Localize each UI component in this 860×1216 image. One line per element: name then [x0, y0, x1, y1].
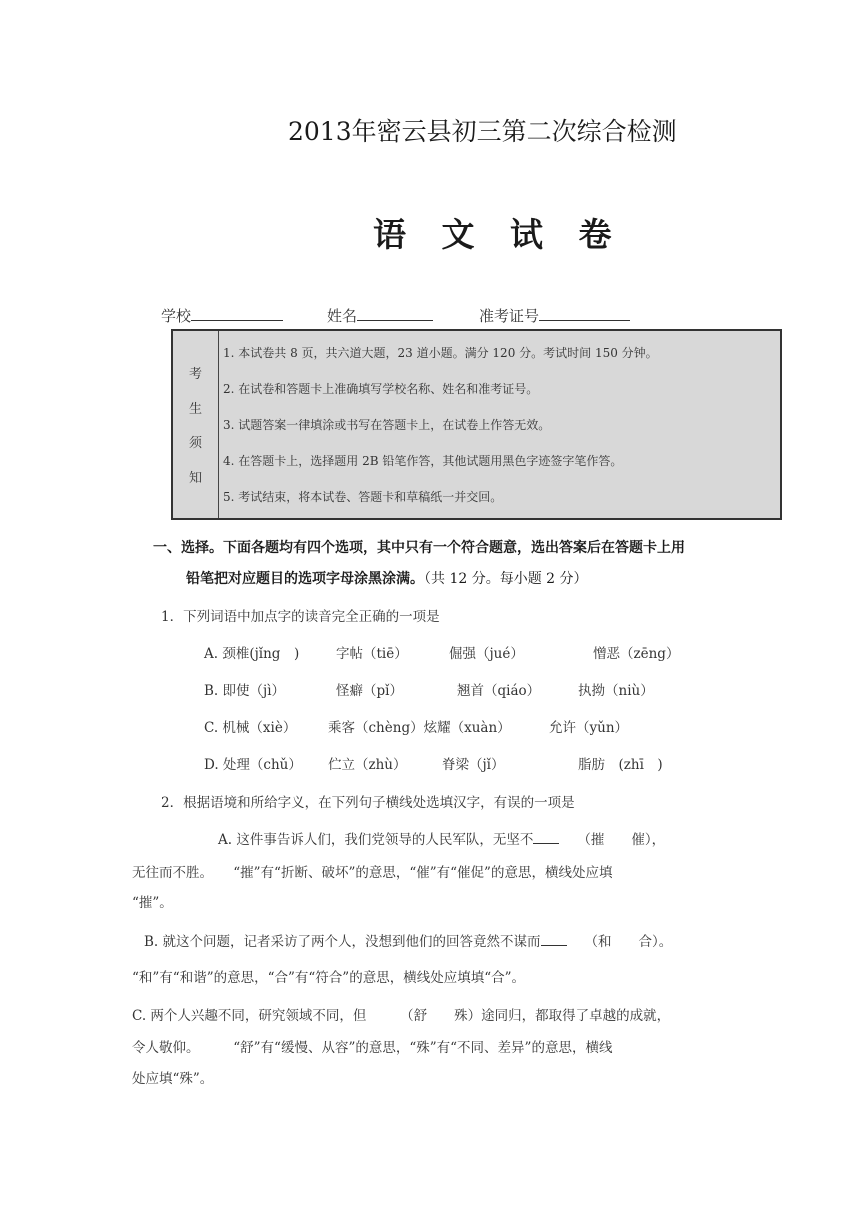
school-label: 学校 [161, 307, 192, 325]
q1-option-c-2: 乘客（chèng）炫耀（xuàn） [328, 720, 511, 736]
answer-blank [541, 933, 567, 946]
q2-option-a-line2: 无往而不胜。 “摧”有“折断、破坏”的意思，“催”有“催促”的意思，横线处应填 [132, 865, 613, 881]
q2-option-b-line2: “和”有“和谐”的意思，“合”有“符合”的意思，横线处应填填“合”。 [132, 970, 526, 986]
q1-option-c-3: 允许（yǔn） [549, 720, 629, 736]
q2-option-a-line3: “摧”。 [132, 895, 173, 911]
q2-option-b-choices: （和 合）。 [584, 934, 673, 950]
notice-items [219, 331, 780, 518]
section1-score-note: （共 12 分。每小题 2 分） [424, 571, 588, 587]
notice-item: 1. 本试卷共 8 页，共六道大题，23 道小题。满分 120 分。考试时间 150 分钟。 [223, 346, 658, 361]
notice-item: 5. 考试结束，将本试卷、答题卡和草稿纸一并交回。 [223, 489, 503, 504]
q1-option-d-4: 脂肪 (zhī ) [578, 757, 663, 773]
q1-option-a-2: 字帖（tiē） [336, 646, 408, 662]
notice-item: 2. 在试卷和答题卡上准确填写学校名称、姓名和准考证号。 [223, 382, 539, 397]
school-blank [191, 306, 283, 321]
exam-id-field [479, 305, 630, 326]
q2-option-a-choices: （摧 催）， [577, 832, 666, 848]
q1-option-a-3: 倔强（jué） [449, 646, 524, 662]
name-blank [357, 306, 433, 321]
subject-title: 语 文 试 卷 [373, 215, 624, 254]
notice-item: 3. 试题答案一律填涂或书写在答题卡上，在试卷上作答无效。 [223, 417, 551, 432]
notice-side-char: 须 [188, 436, 202, 452]
exam-id-blank [539, 306, 630, 321]
exam-id-label: 准考证号 [479, 307, 540, 325]
section1-heading-line2: 铅笔把对应题目的选项字母涂黑涂满。 [186, 571, 424, 587]
q1-option-b-4: 执拗（niù） [578, 683, 654, 699]
section1-heading-cont [186, 568, 588, 588]
q1-option-d-3: 脊梁（jǐ） [442, 757, 505, 773]
q2-option-c-line1: C. 两个人兴趣不同，研究领域不同，但 （舒 殊）途同归，都取得了卓越的成就， [132, 1008, 671, 1024]
q2-option-c-line2: 令人敬仰。 “舒”有“缓慢、从容”的意思，“殊”有“不同、差异”的意思，横线 [132, 1040, 613, 1056]
q2-option-a-line1 [218, 828, 665, 848]
q1-option-b-1: B. 即使（jì） [204, 683, 286, 699]
q2-option-a-text: A. 这件事告诉人们，我们党领导的人民军队，无坚不 [218, 832, 534, 848]
notice-item: 4. 在答题卡上，选择题用 2B 铅笔作答，其他试题用黑色字迹签字笔作答。 [223, 453, 623, 468]
notice-side-char: 生 [188, 401, 202, 417]
name-label: 姓名 [327, 307, 358, 325]
q2-option-b-text: B. 就这个问题，记者采访了两个人，没想到他们的回答竟然不谋而 [144, 934, 541, 950]
notice-side-char: 知 [188, 471, 202, 487]
q1-option-d-1: D. 处理（chǔ） [204, 757, 302, 773]
q2-option-b-line1 [144, 930, 672, 950]
q1-option-a-1: A. 颈椎(jǐng ) [204, 646, 300, 662]
exam-title: 2013年密云县初三第二次综合检测 [288, 117, 677, 146]
q1-option-d-2: 伫立（zhù） [328, 757, 407, 773]
section1-heading: 一、选择。下面各题均有四个选项，其中只有一个符合题意，选出答案后在答题卡上用 [153, 540, 685, 556]
q1-option-b-3: 翘首（qiáo） [457, 683, 541, 699]
q2-option-c-line3: 处应填“殊”。 [132, 1071, 214, 1087]
school-field [161, 305, 283, 326]
answer-blank [533, 831, 559, 844]
name-field [327, 305, 433, 326]
q1-option-a-4: 憎恶（zēng） [593, 646, 680, 662]
notice-side-label [173, 331, 219, 518]
q2-stem: 2．根据语境和所给字义，在下列句子横线处选填汉字，有误的一项是 [161, 795, 575, 811]
q1-stem: 1．下列词语中加点字的读音完全正确的一项是 [161, 609, 440, 625]
q1-option-b-2: 怪癖（pǐ） [336, 683, 403, 699]
candidate-notice-box [171, 329, 782, 520]
q1-option-c-1: C. 机械（xiè） [204, 720, 297, 736]
notice-side-char: 考 [188, 366, 202, 382]
